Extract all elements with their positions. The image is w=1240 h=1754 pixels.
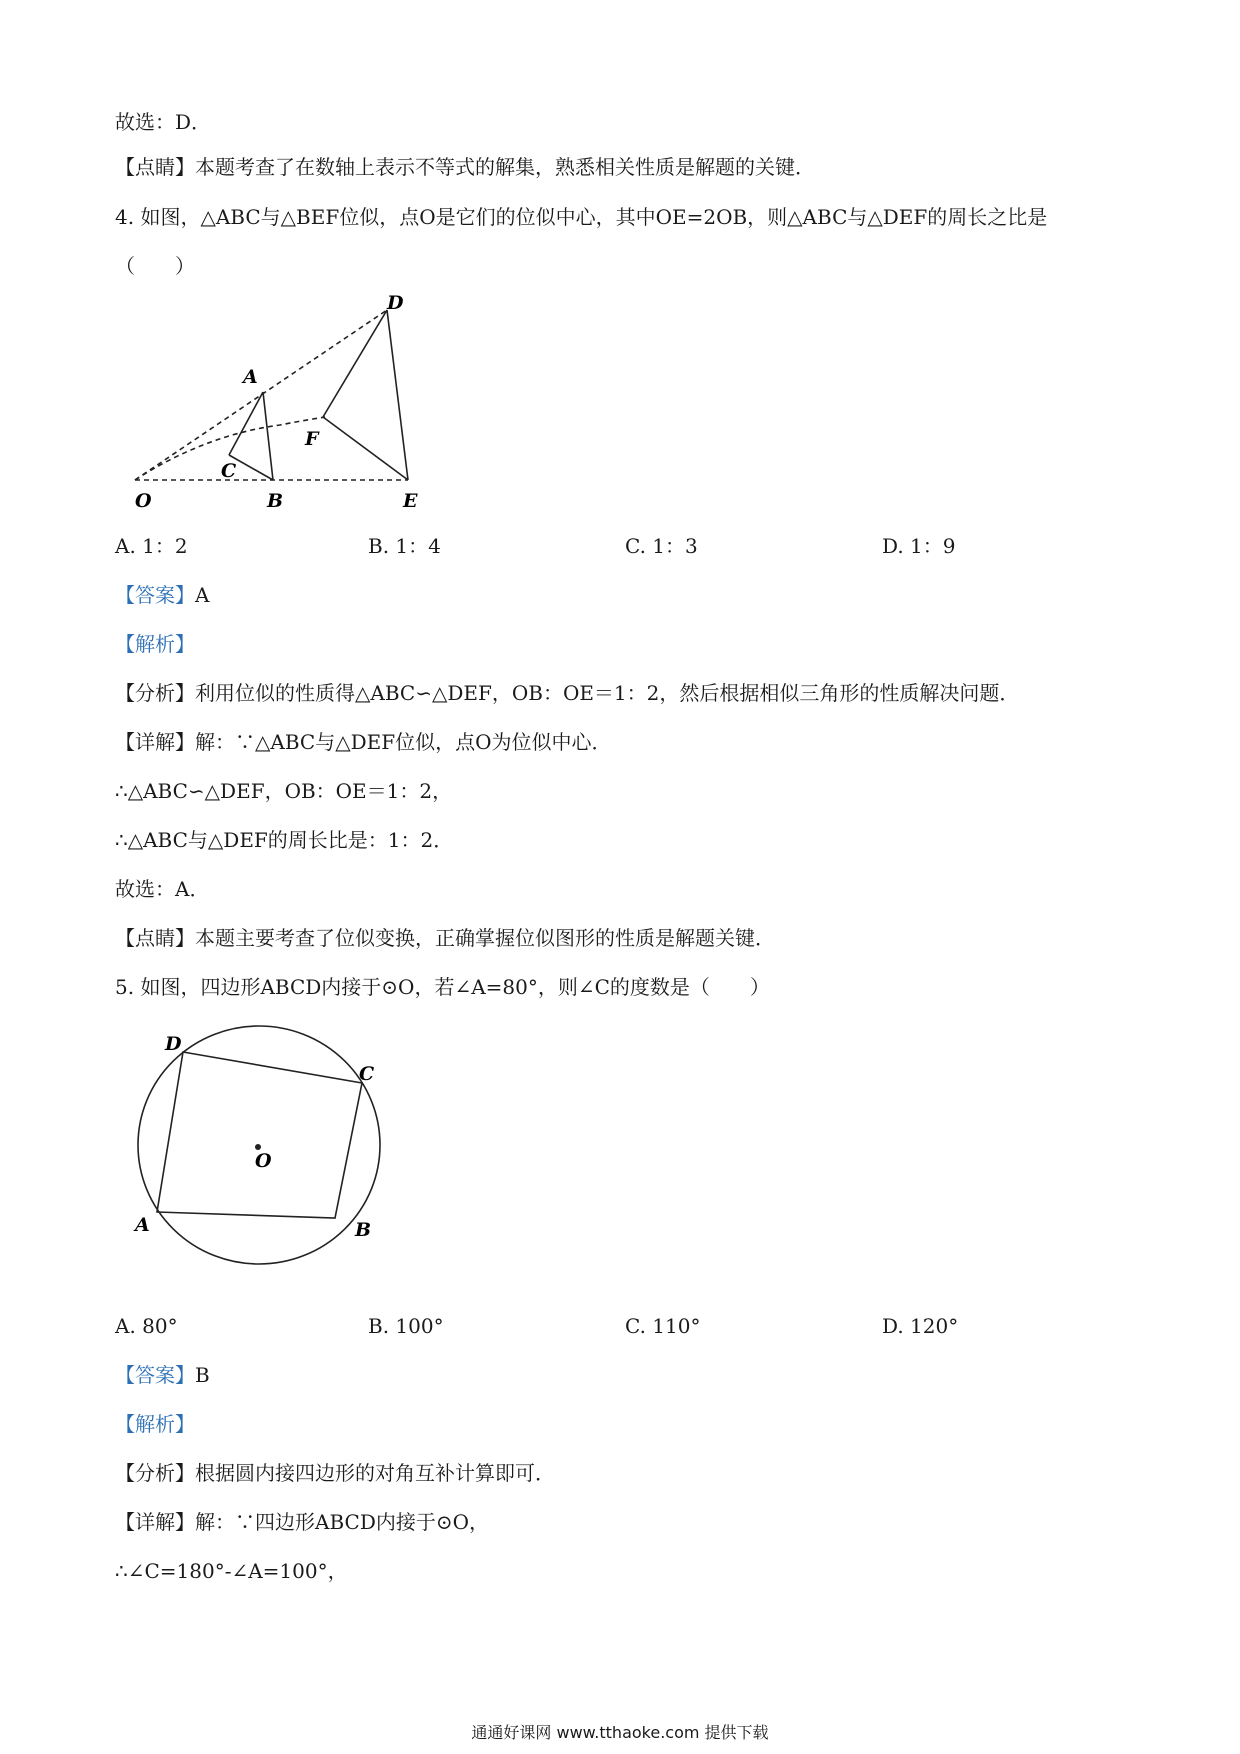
q4-fenxi bbox=[115, 679, 1019, 707]
quadrilateral-ABCD bbox=[157, 1052, 362, 1218]
q4-answer bbox=[115, 581, 209, 609]
q5-xiangjie bbox=[115, 1508, 489, 1536]
q4-choose: 故选：A． bbox=[115, 877, 210, 901]
edge-AC bbox=[229, 392, 263, 455]
fenxi-tag: 【分析】 bbox=[115, 681, 195, 705]
edge-AB bbox=[263, 392, 273, 480]
xiangjie-text: 解：∵△ABC与△DEF位似，点O为位似中心． bbox=[195, 730, 612, 754]
q4-step2: ∴△ABC与△DEF的周长比是：1：2． bbox=[115, 828, 454, 852]
answer-tag: 【答案】 bbox=[115, 1363, 195, 1387]
q5-answer bbox=[115, 1361, 210, 1389]
q5-step1: ∴∠C=180°-∠A=100°， bbox=[115, 1559, 348, 1583]
label-C: C bbox=[221, 460, 237, 482]
xiangjie-text: 解：∵四边形ABCD内接于⊙O， bbox=[195, 1510, 490, 1534]
q5-stem bbox=[115, 973, 770, 1001]
label-C: C bbox=[359, 1063, 375, 1085]
q4-stem bbox=[115, 203, 1047, 231]
label-A: A bbox=[135, 1214, 150, 1236]
label-E: E bbox=[403, 490, 418, 512]
label-B: B bbox=[267, 490, 284, 512]
q4-option-d: D. 1：9 bbox=[882, 534, 956, 558]
note-tag: 【点睛】 bbox=[115, 155, 195, 179]
q5-analysis-tag: 【解析】 bbox=[115, 1412, 195, 1436]
question-stem: 如图，△ABC与△BEF位似，点O是它们的位似中心，其中OE=2OB，则△ABC与△DEF的周长之比是 bbox=[140, 205, 1048, 229]
q4-xiangjie bbox=[115, 728, 611, 756]
edge-FE bbox=[323, 417, 408, 480]
fenxi-text: 利用位似的性质得△ABC∽△DEF，OB：OE＝1：2，然后根据相似三角形的性质解决问题． bbox=[195, 681, 1020, 705]
q4-paren: （ ） bbox=[115, 254, 195, 278]
q4-step1: ∴△ABC∽△DEF，OB：OE＝1：2， bbox=[115, 779, 453, 803]
xiangjie-tag: 【详解】 bbox=[115, 1510, 195, 1534]
q5-fenxi bbox=[115, 1459, 555, 1487]
label-O: O bbox=[135, 490, 152, 512]
prev-note bbox=[115, 153, 815, 181]
q5-option-d: D. 120° bbox=[882, 1314, 959, 1338]
label-F: F bbox=[305, 428, 319, 450]
q4-option-c: C. 1：3 bbox=[625, 534, 698, 558]
q5-option-c: C. 110° bbox=[625, 1314, 701, 1338]
note-text: 本题考查了在数轴上表示不等式的解集，熟悉相关性质是解题的关键． bbox=[195, 155, 815, 179]
label-D: D bbox=[165, 1033, 182, 1055]
xiangjie-tag: 【详解】 bbox=[115, 730, 195, 754]
q5-option-b: B. 100° bbox=[368, 1314, 444, 1338]
edge-DF bbox=[323, 310, 387, 417]
answer-tag: 【答案】 bbox=[115, 583, 195, 607]
fenxi-tag: 【分析】 bbox=[115, 1461, 195, 1485]
q4-analysis-tag: 【解析】 bbox=[115, 632, 195, 656]
answer-value: A bbox=[195, 583, 210, 607]
q5-figure bbox=[125, 1020, 395, 1280]
answer-value: B bbox=[195, 1363, 210, 1387]
label-D: D bbox=[387, 292, 404, 314]
q4-figure bbox=[125, 285, 445, 515]
question-number: 4. bbox=[115, 205, 135, 229]
q4-option-b: B. 1：4 bbox=[368, 534, 441, 558]
question-stem: 如图，四边形ABCD内接于⊙O，若∠A=80°，则∠C的度数是（ ） bbox=[140, 975, 770, 999]
label-O: O bbox=[255, 1150, 272, 1172]
question-number: 5. bbox=[115, 975, 135, 999]
q5-option-a: A. 80° bbox=[115, 1314, 178, 1338]
note-tag: 【点睛】 bbox=[115, 926, 195, 950]
fenxi-text: 根据圆内接四边形的对角互补计算即可． bbox=[195, 1461, 555, 1485]
label-A: A bbox=[243, 366, 258, 388]
q4-option-a: A. 1：2 bbox=[115, 534, 188, 558]
page-footer: 通通好课网 www.tthaoke.com 提供下载 bbox=[471, 1723, 769, 1742]
q4-note bbox=[115, 924, 775, 952]
prev-answer-line: 故选：D． bbox=[115, 110, 212, 134]
edge-DE bbox=[387, 310, 408, 480]
note-text: 本题主要考查了位似变换，正确掌握位似图形的性质是解题关键． bbox=[195, 926, 775, 950]
label-B: B bbox=[355, 1219, 372, 1241]
